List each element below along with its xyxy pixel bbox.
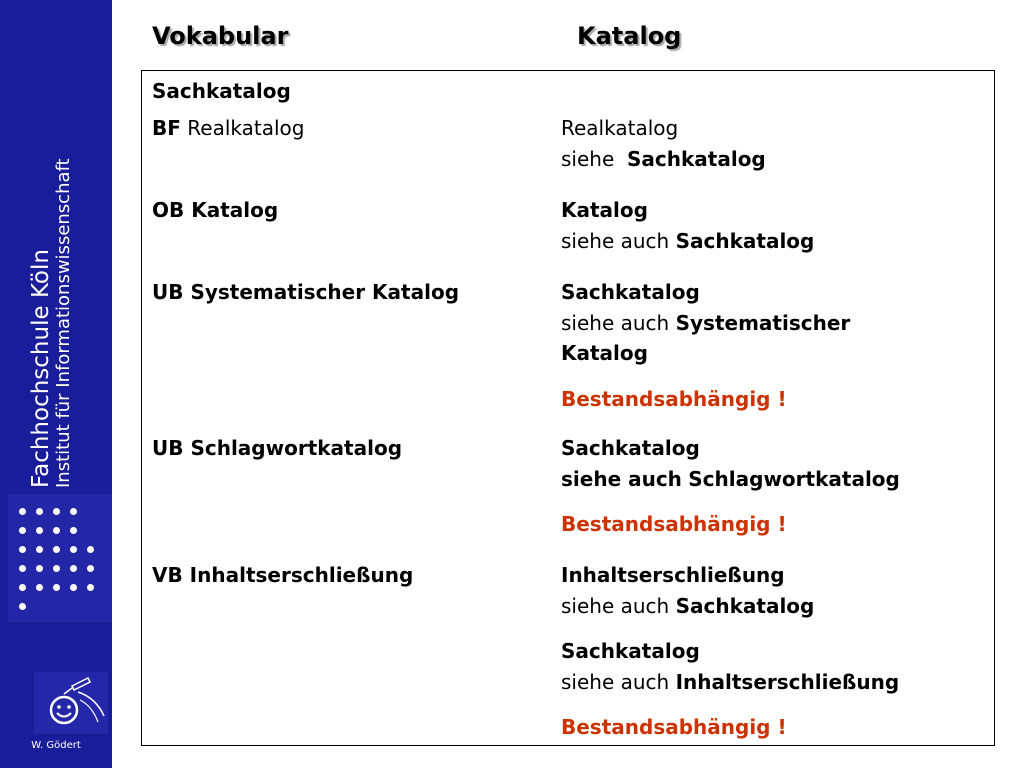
catalog-inhalt-term: Inhaltserschließung [561,563,785,587]
decorative-dot [19,603,26,610]
decorative-dot [70,584,77,591]
decorative-dot [36,546,43,553]
decorative-dot [87,584,94,591]
note-bestandsabhaengig: Bestandsabhängig ! [561,715,787,739]
catalog-sachkatalog-inhalt-term: Sachkatalog [561,639,700,663]
catalog-sachkatalog-sys-target-cont: Katalog [561,341,648,365]
decorative-dot [53,527,60,534]
see-also-target: Sachkatalog [675,594,815,618]
decorative-dot [36,565,43,572]
institution-line-1: Fachhochschule Köln [28,249,54,488]
decorative-dot [70,546,77,553]
catalog-katalog-term: Katalog [561,198,648,222]
catalog-realkatalog-ref [561,144,766,174]
decorative-dot [53,584,60,591]
decorative-dot [19,546,26,553]
institution-name [28,68,75,488]
catalog-realkatalog-term: Realkatalog [561,116,679,140]
see-also-target: Schlagwortkatalog [688,467,900,491]
decorative-dot [87,546,94,553]
decorative-dot [19,565,26,572]
see-also-label: siehe auch [561,594,670,618]
entry-ub-schlagwort: UB Schlagwortkatalog [152,436,403,460]
dot-grid-decoration [8,494,112,622]
decorative-dot [19,584,26,591]
institution-line-2: Institut für Informationswissenschaft [53,158,75,488]
see-also-label: siehe auch [561,229,670,253]
entry-bf [152,113,304,143]
entry-ub-systematischer: UB Systematischer Katalog [152,280,460,304]
column-heading-vokabular: Vokabular [152,22,289,50]
decorative-dot [36,508,43,515]
author-name: W. Gödert [31,740,81,751]
see-also-label: siehe auch [561,670,670,694]
column-heading-katalog: Katalog [577,22,682,50]
entry-title: Sachkatalog [152,79,291,103]
catalog-sachkatalog-schlag-ref [561,464,900,494]
see-target: Sachkatalog [626,147,766,171]
catalog-inhalt-ref [561,591,814,621]
decorative-dot [36,527,43,534]
decorative-dot [19,508,26,515]
entry-ob: OB Katalog [152,198,279,222]
decorative-dot [36,584,43,591]
sidebar [0,0,112,768]
see-also-label: siehe auch [561,467,682,491]
catalog-katalog-ref [561,226,814,256]
catalog-sachkatalog-sys-ref [561,308,850,338]
catalog-sachkatalog-sys-term: Sachkatalog [561,280,700,304]
decorative-dot [70,508,77,515]
see-also-target: Sachkatalog [675,229,815,253]
decorative-dot [53,546,60,553]
see-label: siehe [561,147,615,171]
decorative-dot [70,527,77,534]
note-bestandsabhaengig: Bestandsabhängig ! [561,512,787,536]
entry-vb: VB Inhaltserschließung [152,563,414,587]
catalog-sachkatalog-schlag-term: Sachkatalog [561,436,700,460]
decorative-dot [53,565,60,572]
entry-bf-term: Realkatalog [187,116,305,140]
see-also-target: Systematischer [675,311,851,335]
see-also-label: siehe auch [561,311,670,335]
smiley-writer-icon [34,672,108,734]
catalog-sachkatalog-inhalt-ref [561,667,899,697]
decorative-dot [87,565,94,572]
decorative-dot [19,527,26,534]
decorative-dot [70,565,77,572]
see-also-target: Inhaltserschließung [675,670,900,694]
entry-bf-prefix: BF [152,116,181,140]
note-bestandsabhaengig: Bestandsabhängig ! [561,387,787,411]
decorative-dot [53,508,60,515]
